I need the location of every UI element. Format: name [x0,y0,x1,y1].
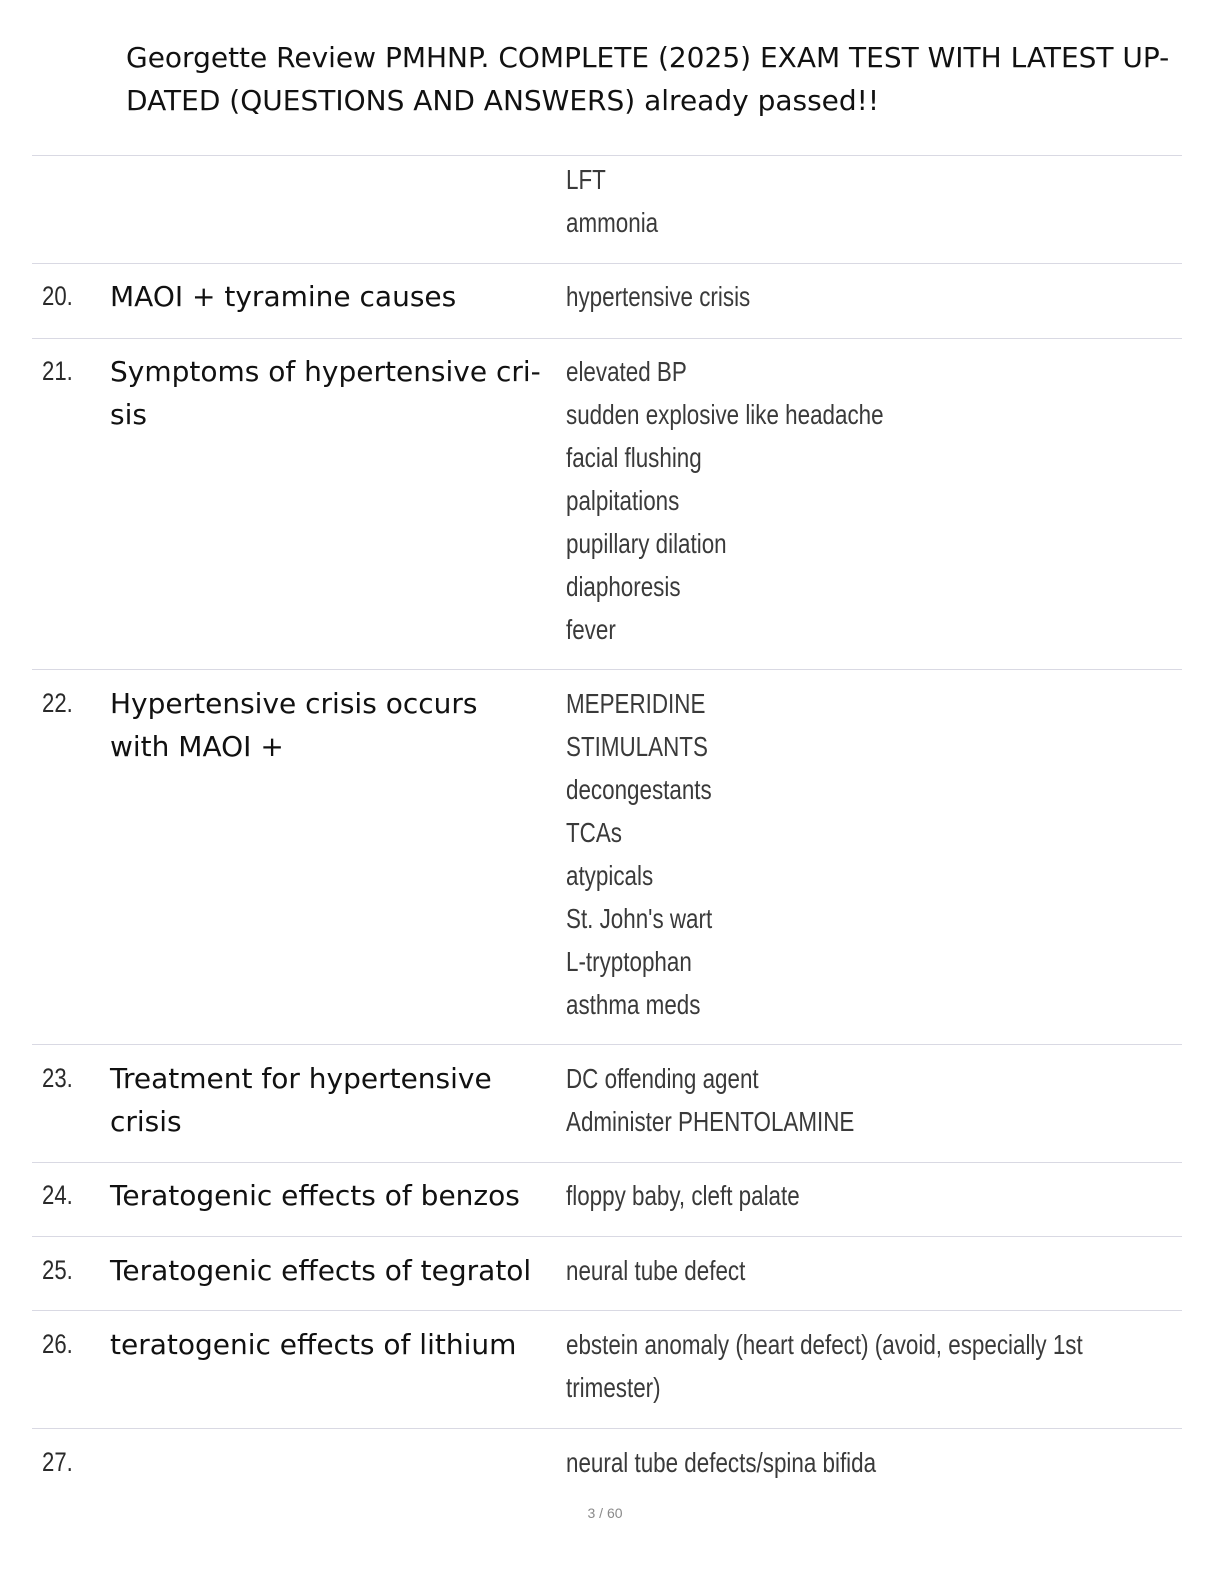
continued-answer [566,158,658,244]
answer-line: STIMULANTS [566,731,708,762]
document-title-line-2: DATED (QUESTIONS AND ANSWERS) already passed!! [126,84,880,117]
row-divider [32,1428,1182,1429]
row-divider [32,155,1182,156]
card-answer [566,1174,800,1217]
answer-line: facial flushing [566,442,702,473]
answer-line: TCAs [566,817,622,848]
row-divider [32,1044,1182,1045]
answer-line: LFT [566,164,606,195]
row-divider [32,1236,1182,1237]
answer-line: neural tube defect [566,1255,746,1286]
answer-line: ammonia [566,207,659,238]
row-divider [32,263,1182,264]
answer-line: trimester) [566,1372,661,1403]
term-line: Treatment for hypertensive [110,1062,492,1095]
document-title-line-1: Georgette Review PMHNP. COMPLETE (2025) EXAM TEST WITH LATEST UP- [126,41,1170,74]
answer-line: MEPERIDINE [566,688,706,719]
card-term [110,275,560,318]
card-number: 27. [42,1447,73,1477]
card-number: 21. [42,356,73,386]
answer-line: DC offending agent [566,1063,759,1094]
card-answer [566,1441,876,1484]
term-line: Teratogenic effects of tegratol [110,1254,532,1287]
answer-line: diaphoresis [566,571,681,602]
answer-line: palpitations [566,485,680,516]
answer-line: atypicals [566,860,654,891]
term-line: with MAOI + [110,730,284,763]
row-divider [32,1162,1182,1163]
card-term [110,1057,560,1143]
card-answer [566,350,884,651]
card-answer [566,275,750,318]
card-term [110,1323,560,1366]
card-number: 20. [42,281,73,311]
card-term [110,1249,560,1292]
answer-line: fever [566,614,616,645]
term-line: Hypertensive crisis occurs [110,687,478,720]
row-divider [32,669,1182,670]
answer-line: sudden explosive like headache [566,399,884,430]
card-term [110,350,560,436]
card-answer [566,1249,745,1292]
term-line: crisis [110,1105,182,1138]
card-answer [566,1057,854,1143]
page-indicator: 3 / 60 [587,1505,623,1521]
term-line: sis [110,398,147,431]
term-line: Teratogenic effects of benzos [110,1179,520,1212]
card-number: 22. [42,688,73,718]
card-term [110,1174,560,1217]
card-term [110,682,560,768]
answer-line: St. John's wart [566,903,713,934]
answer-line: elevated BP [566,356,687,387]
answer-line: hypertensive crisis [566,281,751,312]
answer-line: decongestants [566,774,712,805]
card-answer [566,682,712,1026]
card-number: 26. [42,1329,73,1359]
document-title [126,36,1224,122]
card-number: 25. [42,1255,73,1285]
row-divider [32,1310,1182,1311]
answer-line: L-tryptophan [566,946,692,977]
answer-line: asthma meds [566,989,701,1020]
answer-line: floppy baby, cleft palate [566,1180,800,1211]
term-line: MAOI + tyramine causes [110,280,457,313]
term-line: Symptoms of hypertensive cri- [110,355,541,388]
answer-line: ebstein anomaly (heart defect) (avoid, especially 1st [566,1329,1083,1360]
term-line: teratogenic effects of lithium [110,1328,517,1361]
row-divider [32,338,1182,339]
card-answer [566,1323,1083,1409]
answer-line: pupillary dilation [566,528,727,559]
answer-line: neural tube defects/spina bifida [566,1447,877,1478]
card-number: 23. [42,1063,73,1093]
card-number: 24. [42,1180,73,1210]
answer-line: Administer PHENTOLAMINE [566,1106,855,1137]
